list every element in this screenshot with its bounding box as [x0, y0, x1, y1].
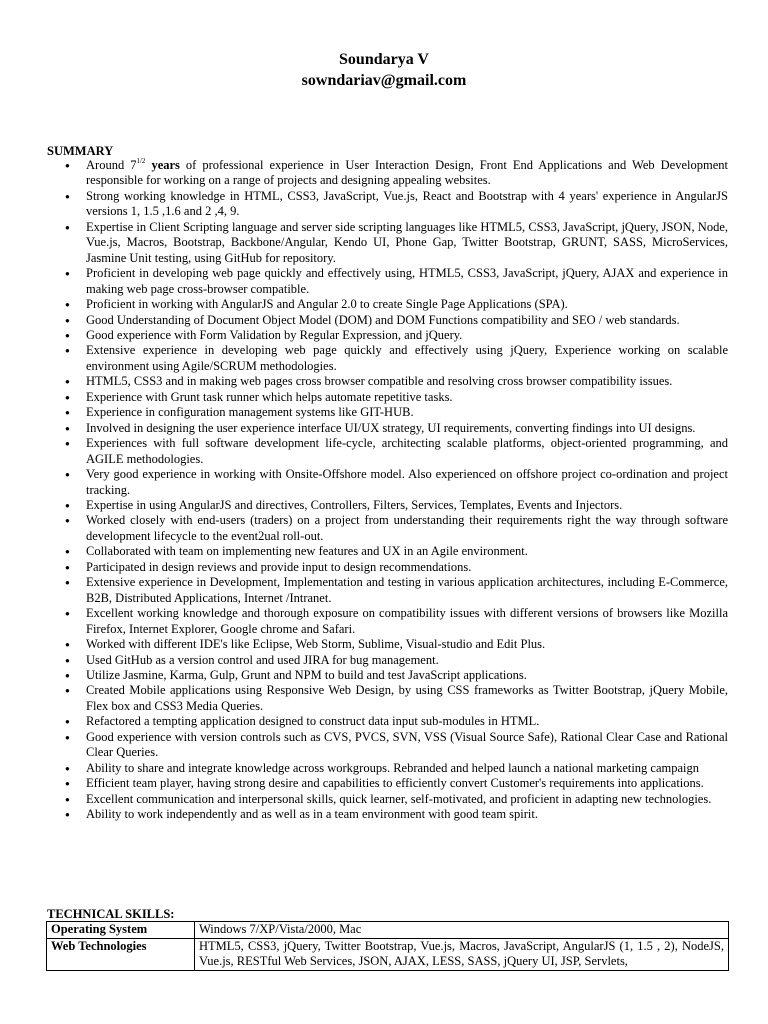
technical-skills-heading: TECHNICAL SKILLS: — [47, 907, 175, 921]
summary-item: ● Participated in design reviews and provide input to design recommendations. — [86, 560, 728, 575]
skills-row — [47, 938, 729, 970]
summary-item: ● Expertise in using AngularJS and directives, Controllers, Filters, Services, Templates, Events and Injectors. — [86, 498, 728, 513]
skills-row-label: Web Technologies — [47, 938, 195, 970]
summary-item: ● Extensive experience in Development, Implementation and testing in various application architectures, including E-Commerce, B2B, Distributed Applications, Internet /Intranet. — [86, 575, 728, 606]
summary-item: ● Worked with different IDE's like Eclipse, Web Storm, Sublime, Visual-studio and Edit Plus. — [86, 637, 728, 652]
summary-item: ● Refactored a tempting application designed to construct data input sub-modules in HTML. — [86, 714, 728, 729]
summary-item: ● Experience with Grunt task runner which helps automate repetitive tasks. — [86, 390, 728, 405]
summary-item: ● Strong working knowledge in HTML, CSS3, JavaScript, Vue.js, React and Bootstrap with 4 years' experience in AngularJS versions 1, 1.5 ,1.6 and 2 ,4, 9. — [86, 189, 728, 220]
summary-heading: SUMMARY — [47, 144, 114, 158]
summary-item: ● Excellent communication and interpersonal skills, quick learner, self-motivated, and proficient in adapting new technologies. — [86, 792, 728, 807]
summary-item: ● Involved in designing the user experience interface UI/UX strategy, UI requirements, converting findings into UI designs. — [86, 421, 728, 436]
technical-skills-table — [46, 921, 729, 971]
summary-list — [86, 158, 728, 822]
summary-item: ● Excellent working knowledge and thorough exposure on compatibility issues with different versions of browsers like Mozilla Firefox, Internet Explorer, Google chrome and Safari. — [86, 606, 728, 637]
skills-row — [47, 922, 729, 939]
summary-item: ● Very good experience in working with Onsite-Offshore model. Also experienced on offshore project co-ordination and project tracking. — [86, 467, 728, 498]
summary-item — [86, 158, 728, 189]
summary-item: ● Good experience with version controls such as CVS, PVCS, SVN, VSS (Visual Source Safe), Rational Clear Case and Rational Clear Queries. — [86, 730, 728, 761]
summary-item: ● HTML5, CSS3 and in making web pages cross browser compatible and resolving cross browser compatibility issues. — [86, 374, 728, 389]
summary-item: ● Created Mobile applications using Responsive Web Design, by using CSS frameworks as Twitter Bootstrap, jQuery Mobile, Flex box and CSS3 Media Queries. — [86, 683, 728, 714]
summary-item: ● Used GitHub as a version control and used JIRA for bug management. — [86, 653, 728, 668]
summary-item: ● Expertise in Client Scripting language and server side scripting languages like HTML5, CSS3, JavaScript, jQuery, JSON, Node, Vue.js, Macros, Bootstrap, Backbone/Angular, Kendo UI, Phone Gap, Twitter Bootstrap, GRUNT, SASS, MicroServices, Jasmine Unit testing, using GitHub for repository. — [86, 220, 728, 266]
summary-item-rest: of professional experience in User Interaction Design, Front End Applications and Web Development responsible for working on a range of projects and designing appealing websites. — [86, 158, 728, 188]
summary-item: ● Experience in configuration management systems like GIT-HUB. — [86, 405, 728, 420]
summary-item: ● Ability to share and integrate knowledge across workgroups. Rebranded and helped launch a national marketing campaign — [86, 761, 728, 776]
summary-item: ● Efficient team player, having strong desire and capabilities to efficiently convert Customer's requirements into applications. — [86, 776, 728, 791]
summary-item: ● Proficient in developing web page quickly and effectively using, HTML5, CSS3, JavaScript, jQuery, AJAX and experience in making web page cross-browser compatible. — [86, 266, 728, 297]
summary-item-superscript: 1/2 — [136, 157, 146, 165]
summary-item: ● Good experience with Form Validation by Regular Expression, and jQuery. — [86, 328, 728, 343]
summary-item: ● Proficient in working with AngularJS and Angular 2.0 to create Single Page Applications (SPA). — [86, 297, 728, 312]
candidate-name: Soundarya V — [339, 51, 429, 68]
skills-row-value: Windows 7/XP/Vista/2000, Mac — [195, 922, 729, 939]
summary-item: ● Extensive experience in developing web page quickly and effectively using jQuery, Experience working on scalable environment using Agile/SCRUM methodologies. — [86, 343, 728, 374]
skills-row-label: Operating System — [47, 922, 195, 939]
summary-item: ● Ability to work independently and as well as in a team environment with good team spirit. — [86, 807, 728, 822]
summary-item: ● Utilize Jasmine, Karma, Gulp, Grunt and NPM to build and test JavaScript applications. — [86, 668, 728, 683]
summary-item: ● Worked closely with end-users (traders) on a project from understanding their requirements right the way through software development lifecycle to the event2ual roll-out. — [86, 513, 728, 544]
summary-item: ● Experiences with full software development life-cycle, architecting scalable platforms, object-oriented programming, and AGILE methodologies. — [86, 436, 728, 467]
summary-item: ● Collaborated with team on implementing new features and UX in an Agile environment. — [86, 544, 728, 559]
skills-row-value: HTML5, CSS3, jQuery, Twitter Bootstrap, Vue.js, Macros, JavaScript, AngularJS (1, 1.5 , 2), NodeJS, Vue.js, RESTful Web Services, JSON, AJAX, LESS, SASS, jQuery UI, JSP, Servlets, — [195, 938, 729, 970]
candidate-email: sowndariav@gmail.com — [301, 72, 467, 89]
summary-item: ● Good Understanding of Document Object Model (DOM) and DOM Functions compatibility and SEO / web standards. — [86, 313, 728, 328]
summary-item-bold: years — [145, 158, 180, 172]
summary-item-prefix: Around 7 — [86, 158, 137, 172]
